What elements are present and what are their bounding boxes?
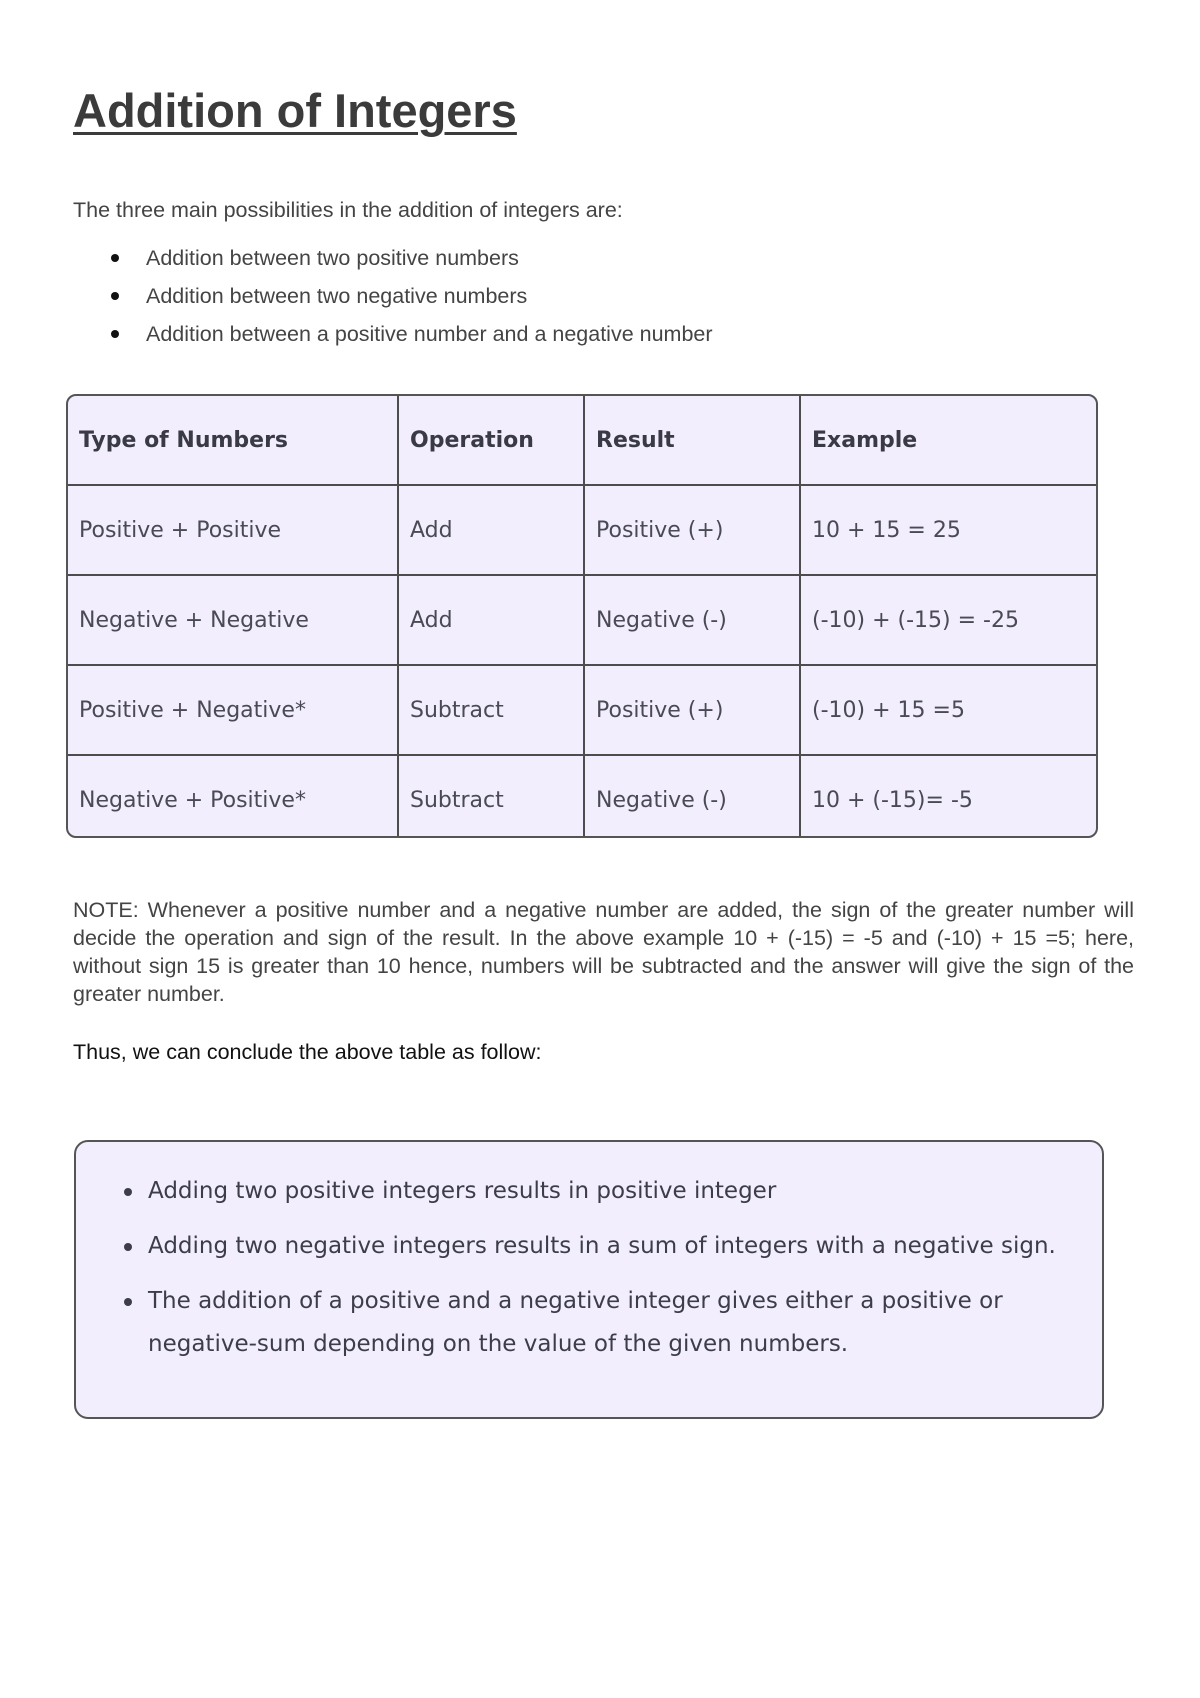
table-cell: Subtract: [398, 755, 584, 838]
table-cell: Negative (-): [584, 755, 800, 838]
summary-box: [74, 1140, 1104, 1419]
operations-table-container: [66, 394, 1098, 838]
summary-item: Adding two negative integers results in a sum of integers with a negative sign.: [76, 1225, 1102, 1268]
table-cell: Positive (+): [584, 665, 800, 755]
list-item: Addition between two positive numbers: [73, 243, 713, 281]
table-row: [68, 665, 1098, 755]
table-cell: 10 + 15 = 25: [800, 485, 1098, 575]
table-row: [68, 485, 1098, 575]
header-operation: Operation: [398, 396, 584, 485]
table-row: [68, 755, 1098, 838]
list-item: Addition between a positive number and a negative number: [73, 319, 713, 357]
page-title: Addition of Integers: [73, 84, 517, 137]
table-cell: Add: [398, 575, 584, 665]
operations-table: [68, 396, 1098, 838]
table-header-row: [68, 396, 1098, 485]
header-result: Result: [584, 396, 800, 485]
list-item: Addition between two negative numbers: [73, 281, 713, 319]
table-cell: Add: [398, 485, 584, 575]
table-cell: (-10) + 15 =5: [800, 665, 1098, 755]
table-cell: 10 + (-15)= -5: [800, 755, 1098, 838]
note-paragraph: NOTE: Whenever a positive number and a negative number are added, the sign of the greater number will decide the operation and sign of the result. In the above example 10 + (-15) = -5 and (-10) + 15 =5; here, without sign 15 is greater than 10 hence, numbers will be subtracted and the answer will give the sign of the greater number.: [73, 898, 1134, 1006]
intro-text: The three main possibilities in the addition of integers are:: [73, 198, 623, 222]
header-type-of-numbers: Type of Numbers: [68, 396, 398, 485]
table-cell: Negative + Negative: [68, 575, 398, 665]
table-cell: Subtract: [398, 665, 584, 755]
table-cell: (-10) + (-15) = -25: [800, 575, 1098, 665]
possibilities-list: [73, 243, 713, 357]
table-cell: Positive + Negative*: [68, 665, 398, 755]
conclusion-intro: Thus, we can conclude the above table as follow:: [73, 1040, 542, 1064]
header-example: Example: [800, 396, 1098, 485]
table-cell: Positive + Positive: [68, 485, 398, 575]
summary-item: Adding two positive integers results in positive integer: [76, 1170, 1102, 1213]
summary-list: [76, 1170, 1102, 1378]
table-row: [68, 575, 1098, 665]
table-cell: Negative + Positive*: [68, 755, 398, 838]
table-cell: Positive (+): [584, 485, 800, 575]
summary-item: The addition of a positive and a negative integer gives either a positive or negative-sum depending on the value of the given numbers.: [76, 1280, 1102, 1366]
table-cell: Negative (-): [584, 575, 800, 665]
